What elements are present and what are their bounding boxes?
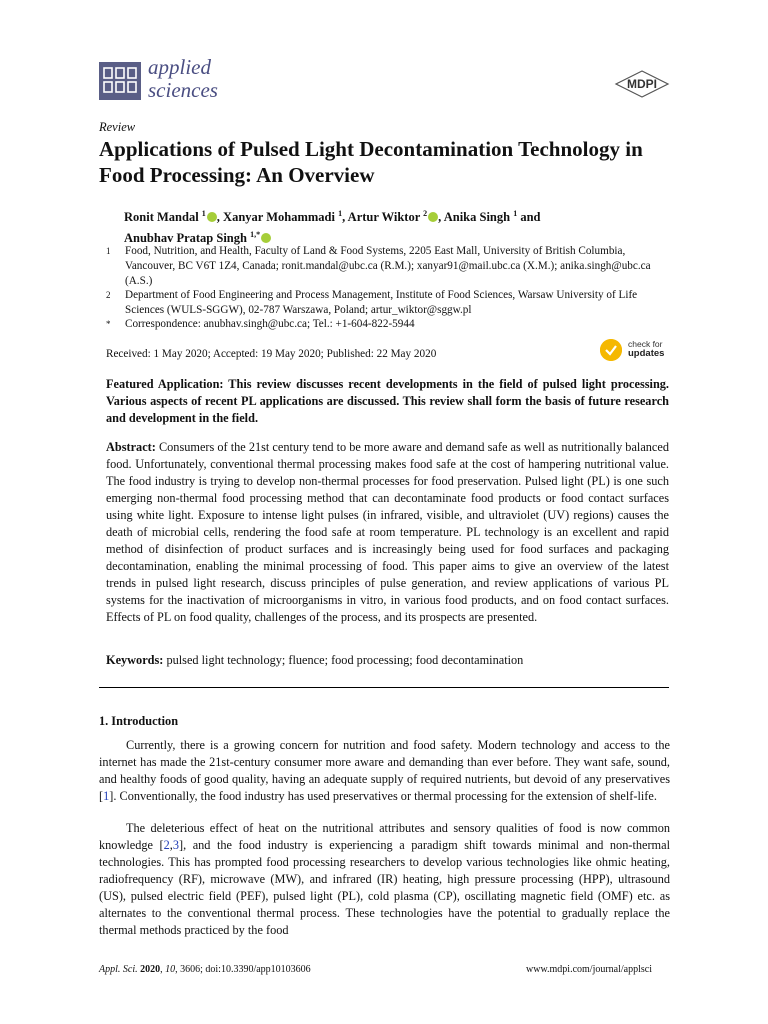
mdpi-logo-icon — [614, 70, 670, 103]
correspondence — [106, 317, 666, 332]
intro-p2-text-a: The deleterious effect of heat on the nutritional attributes and sensory qualities of food is now common knowledge [ — [99, 821, 670, 852]
author-name: Artur Wiktor — [347, 210, 421, 225]
author-affiliation-mark: 2 — [423, 209, 428, 218]
journal-name — [148, 56, 218, 102]
author-name: Xanyar Mohammadi — [223, 210, 335, 225]
footer-year: 2020 — [140, 964, 161, 975]
citation-separator: , — [169, 838, 173, 852]
abstract — [106, 439, 669, 626]
affiliation-mark: 1 — [106, 246, 111, 256]
orcid-icon[interactable] — [207, 212, 217, 222]
check-updates-line2: updates — [628, 348, 665, 359]
check-updates-line1: check for — [628, 339, 663, 349]
abstract-text: Consumers of the 21st century tend to be more aware and demand safe as well as nutritionally balanced food. Unfortunately, conventional thermal processing makes food safe at the cost of hampering nutritional value. The food industry is trying to develop non-thermal processes for food preservation. Pulsed light (PL) is one such emerging non-thermal food processing method that can decontaminate food products or food contact surfaces using white light. Exposure to intense light pulses (in infrared, visible, and ultraviolet (UV) regions) causes the death of microbial cells, rendering the food safe at room temperature. PL technology is an excellent and rapid method of disinfection of product surfaces and is increasingly being used for food surfaces and packaging decontamination, enabling the minimal processing of food. This paper aims to give an overview of the latest trends in pulsed light research, discuss principles of pulse generation, and review applications of various PL systems for the inactivation of microorganisms in vitro, in various food products, and on food contact surfaces. Effects of PL on food quality, challenges of the process, and its prospects are presented. — [106, 440, 669, 624]
orcid-icon[interactable] — [261, 233, 271, 243]
footer-doi: , 3606; doi:10.3390/app10103606 — [175, 964, 311, 975]
author-name: Ronit Mandal — [124, 210, 199, 225]
intro-p1-text-a: Currently, there is a growing concern for nutrition and food safety. Modern technology and access to the internet has made the 21st-century consumer more aware and demanding than ever before. They want safe, sound, and healthy foods of good quality, having an adequate supply of required nutrients, but devoid of any preservatives [ — [99, 738, 670, 803]
author — [124, 210, 217, 224]
intro-p2-text-b: ], and the food industry is experiencing a paradigm shift towards minimal and non-thermal technologies. This has prompted food processing researchers to develop various technologies like ohmic heating, radiofrequency (RF), microwave (MW), and infrared (IR) heating, high pressure processing (HPP), ultrasound (US), pulsed electric field (PEF), pulsed light (PL), cold plasma (CP), oscillating magnetic field (OMF) etc. as alternates to the conventional thermal process. These technologies have the potential to gradually replace the thermal methods practiced by the food — [99, 838, 670, 937]
check-updates-icon — [600, 339, 622, 361]
affiliation-1 — [106, 244, 666, 289]
citation-link[interactable]: 1 — [103, 789, 110, 803]
footer-volume: 10 — [165, 964, 176, 975]
author-separator: , — [438, 210, 444, 225]
publication-dates: Received: 1 May 2020; Accepted: 19 May 2020; Published: 22 May 2020 — [106, 348, 437, 360]
author-affiliation-mark: 1 — [338, 209, 343, 218]
journal-name-line2: sciences — [148, 78, 218, 102]
author-affiliation-mark: 1 — [201, 209, 206, 218]
footer-citation: Appl. Sci. 2020, 10, 3606; doi:10.3390/app10103606 — [99, 964, 311, 975]
footer-url-link[interactable]: www.mdpi.com/journal/applsci — [526, 964, 652, 975]
author-affiliation-mark: 1,* — [250, 230, 261, 240]
author — [444, 210, 517, 224]
affiliation-2 — [106, 288, 666, 318]
author — [348, 210, 438, 224]
section-divider — [99, 687, 669, 688]
featured-application — [106, 376, 669, 427]
publisher-name: MDPI — [627, 77, 657, 91]
journal-logo-icon — [99, 62, 141, 100]
intro-paragraph-2 — [99, 820, 670, 939]
affiliation-text: Food, Nutrition, and Health, Faculty of Land & Food Systems, 2205 East Mall, University of British Columbia, Vancouver, BC V6T 1Z4, Canada; ronit.mandal@ubc.ca (R.M.); xanyar91@mail.ubc.ca (X.M.); anika.singh@ubc.ca (A.S.) — [125, 245, 651, 287]
abstract-label: Abstract: — [106, 440, 156, 454]
keywords-label: Keywords: — [106, 653, 164, 667]
orcid-icon[interactable] — [428, 212, 438, 222]
author-affiliation-mark: 1 — [513, 209, 518, 218]
paper-title: Applications of Pulsed Light Decontamination Technology in Food Processing: An Overview — [99, 137, 643, 187]
journal-name-line1: applied — [148, 55, 211, 79]
intro-paragraph-1 — [99, 737, 670, 805]
intro-p1-text-b: ]. Conventionally, the food industry has used preservatives or thermal processing for the extension of shelf-life. — [109, 789, 657, 803]
footer-journal: Appl. Sci. — [99, 964, 138, 975]
author-and: and — [517, 210, 541, 225]
author-separator: , — [342, 210, 348, 225]
affiliation-mark: 2 — [106, 290, 111, 300]
featured-label: Featured Application: — [106, 377, 224, 391]
author-list — [124, 205, 684, 247]
citation-link[interactable]: 2 — [163, 838, 170, 852]
article-type: Review — [99, 120, 136, 134]
keywords — [106, 652, 669, 669]
author-name: Anubhav Pratap Singh — [124, 231, 247, 246]
affiliation-mark: * — [106, 319, 111, 329]
check-for-updates-button[interactable] — [600, 338, 680, 364]
section-heading: 1. Introduction — [99, 714, 179, 728]
affiliation-text: Department of Food Engineering and Process Management, Institute of Food Sciences, Warsaw University of Life Sciences (WULS-SGGW), 02-787 Warszawa, Poland; artur_wiktor@sggw.pl — [125, 289, 638, 316]
citation-link[interactable]: 3 — [172, 838, 179, 852]
author — [223, 210, 342, 224]
author-name: Anika Singh — [443, 210, 511, 225]
author-separator: , — [216, 210, 224, 225]
affiliation-text: Correspondence: anubhav.singh@ubc.ca; Tel.: +1-604-822-5944 — [125, 318, 415, 330]
keywords-text: pulsed light technology; fluence; food processing; food decontamination — [163, 653, 524, 667]
featured-text: This review discusses recent developments in the field of pulsed light processing. Various aspects of recent PL applications are discussed. This review shall form the basis of future research and development in the field. — [106, 377, 670, 425]
